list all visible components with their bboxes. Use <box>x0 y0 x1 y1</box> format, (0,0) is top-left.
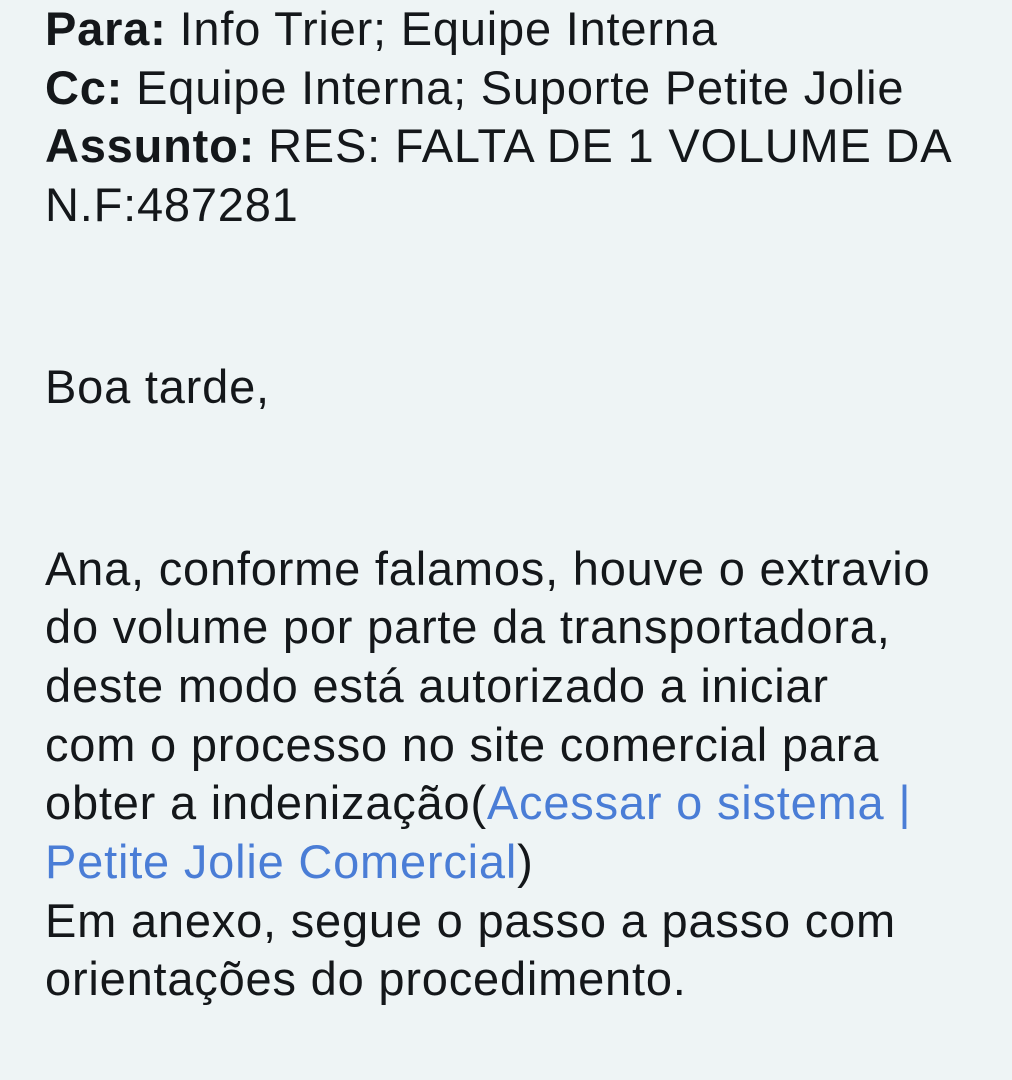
body-text-line <box>45 774 982 833</box>
body-text-line: com o processo no site comercial para <box>45 717 880 771</box>
email-headers <box>45 0 982 235</box>
body-text-line: do volume por parte da transportadora, <box>45 600 891 654</box>
body-text-segment: ) <box>517 835 534 889</box>
body-text-line: Em anexo, segue o passo a passo com <box>45 893 896 947</box>
body-text-line: orientações do procedimento. <box>45 952 687 1006</box>
to-label: Para: <box>45 2 167 55</box>
email-body <box>45 358 982 1009</box>
header-to <box>45 0 982 59</box>
cc-label: Cc: <box>45 60 124 114</box>
access-system-link[interactable]: Acessar o sistema | <box>486 776 912 830</box>
body-text-line: Ana, conforme falamos, houve o extravio <box>45 541 931 595</box>
spacer <box>45 417 982 540</box>
body-text-line <box>45 833 982 892</box>
body-text-segment: obter a indenização( <box>45 776 487 830</box>
to-value: Info Trier; Equipe Interna <box>179 2 718 55</box>
subject-value: RES: FALTA DE 1 VOLUME DA N.F:487281 <box>45 119 950 232</box>
access-system-link-continued[interactable]: Petite Jolie Comercial <box>45 835 518 889</box>
subject-label: Assunto: <box>45 119 256 173</box>
body-text-line: deste modo está autorizado a iniciar <box>45 658 829 712</box>
header-subject <box>45 117 982 234</box>
greeting: Boa tarde, <box>45 359 270 413</box>
spacer <box>45 235 982 358</box>
header-cc <box>45 59 982 118</box>
cc-value: Equipe Interna; Suporte Petite Jolie <box>136 60 905 114</box>
